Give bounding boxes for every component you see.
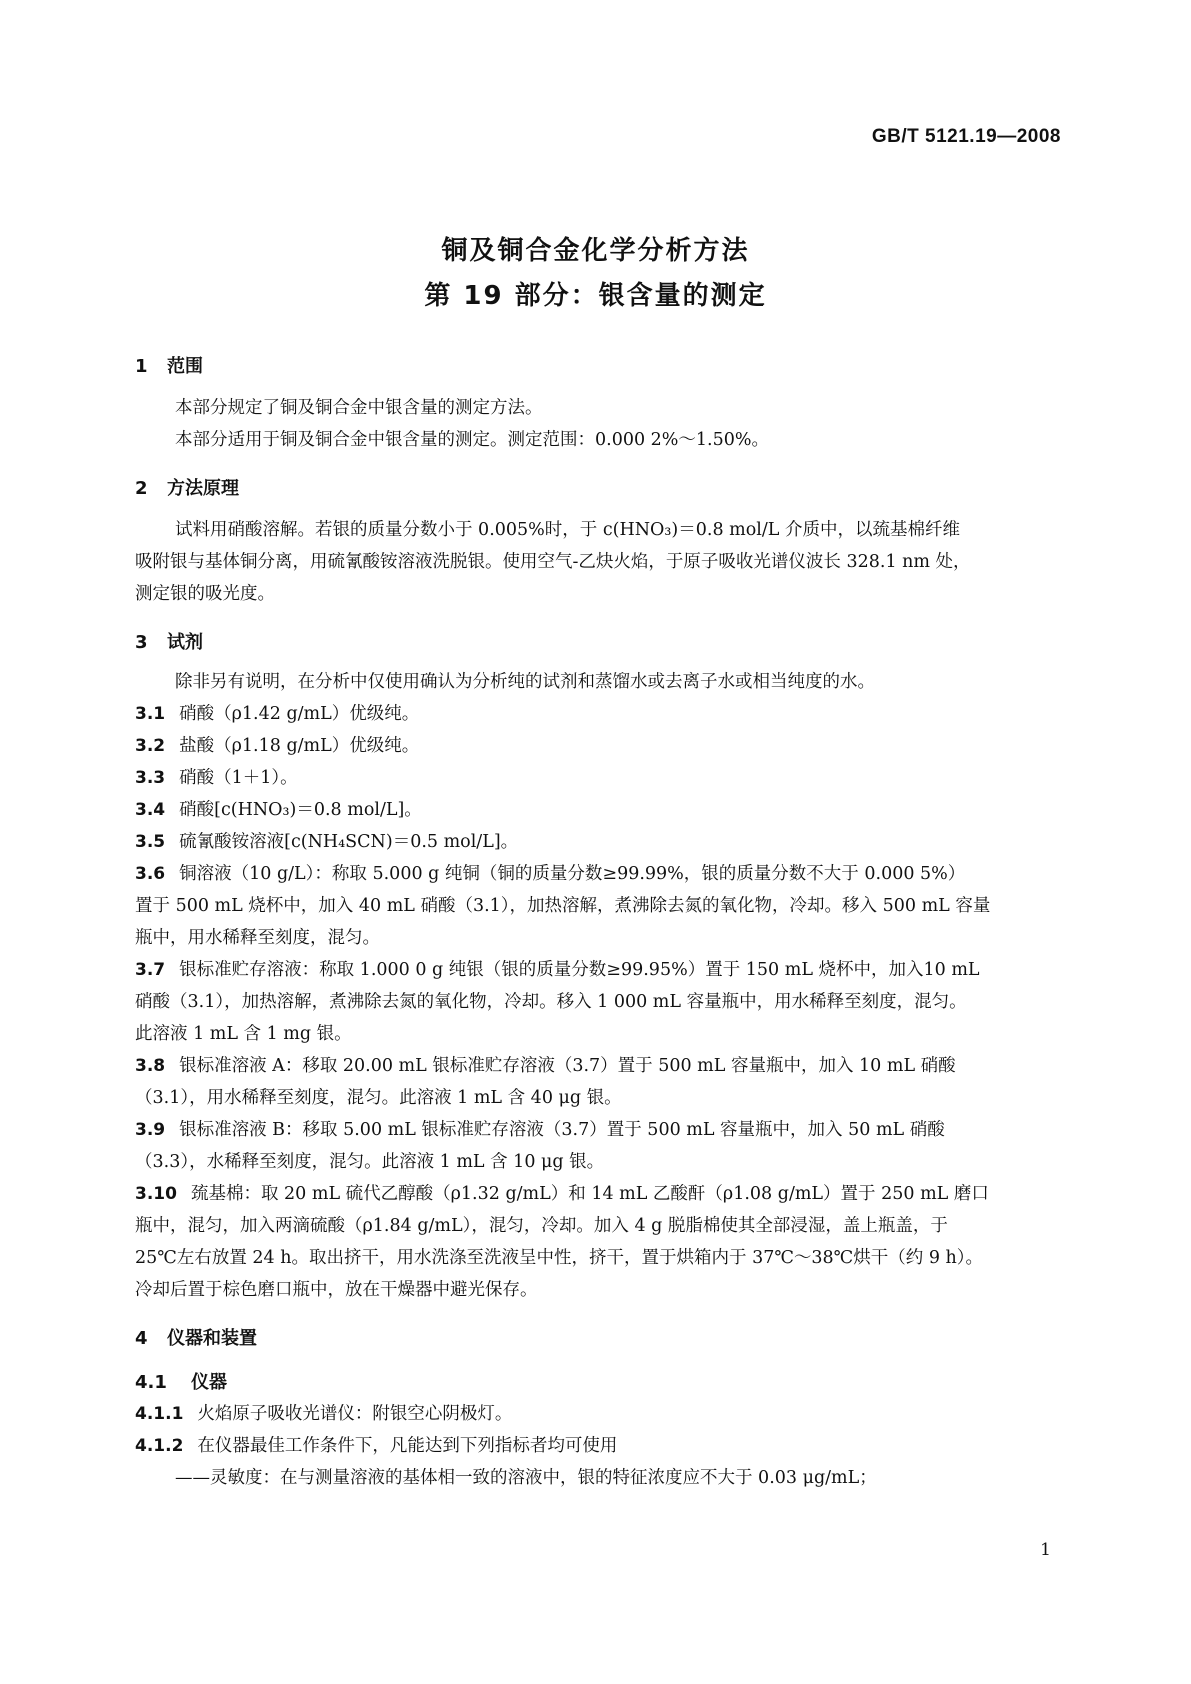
title-line-1: 铜及铜合金化学分析方法: [441, 236, 750, 266]
clause-3-3: [135, 762, 298, 794]
clause-number: 4.1.1: [135, 1404, 184, 1424]
clause-text: 铜溶液（10 g/L）：称取 5.000 g 纯铜（铜的质量分数≥99.99%，银的质量分数不大于 0.000 5%）: [179, 864, 966, 884]
paragraph-line: 试料用硝酸溶解。若银的质量分数小于 0.005%时，于 c(HNO₃)＝0.8 mol/L 介质中，以巯基棉纤维: [175, 520, 960, 540]
clause-text: 银标准贮存溶液：称取 1.000 0 g 纯银（银的质量分数≥99.95%）置于 150 mL 烧杯中，加入10 mL: [179, 960, 980, 980]
clause-line: 置于 500 mL 烧杯中，加入 40 mL 硝酸（3.1），加热溶解，煮沸除去氮的氧化物，冷却。移入 500 mL 容量: [135, 896, 991, 916]
clause-title: 仪器: [191, 1372, 227, 1393]
clause-line: 瓶中，用水稀释至刻度，混匀。: [135, 928, 380, 948]
section-title: 方法原理: [167, 478, 239, 499]
clause-3-5: [135, 826, 518, 858]
clause-number: 3.4: [135, 800, 166, 820]
clause-3-4: [135, 794, 422, 826]
title-line-2: 第 19 部分：银含量的测定: [424, 281, 767, 311]
clause-3-2: [135, 730, 419, 762]
clause-4-1-1: [135, 1398, 512, 1430]
clause-text: 银标准溶液 A：移取 20.00 mL 银标准贮存溶液（3.7）置于 500 mL 容量瓶中，加入 10 mL 硝酸: [179, 1056, 956, 1076]
clause-line: 25℃左右放置 24 h。取出挤干，用水洗涤至洗液呈中性，挤干，置于烘箱内于 37℃～38℃烘干（约 9 h）。: [135, 1248, 984, 1268]
dash-item: ——灵敏度：在与测量溶液的基体相一致的溶液中，银的特征浓度应不大于 0.03 μg/mL；: [175, 1468, 877, 1488]
clause-number: 3.6: [135, 864, 166, 884]
section-title: 范围: [167, 356, 203, 377]
paragraph-line: 测定银的吸光度。: [135, 584, 275, 604]
clause-number: 3.3: [135, 768, 166, 788]
clause-line: 瓶中，混匀，加入两滴硫酸（ρ1.84 g/mL），混匀，冷却。加入 4 g 脱脂棉使其全部浸湿，盖上瓶盖，于: [135, 1216, 948, 1236]
clause-number: 4.1: [135, 1372, 167, 1393]
clause-text: 硫氰酸铵溶液[c(NH₄SCN)＝0.5 mol/L]。: [179, 832, 519, 852]
clause-text: 银标准溶液 B：移取 5.00 mL 银标准贮存溶液（3.7）置于 500 mL 容量瓶中，加入 50 mL 硝酸: [179, 1120, 945, 1140]
clause-line: 硝酸（3.1），加热溶解，煮沸除去氮的氧化物，冷却。移入 1 000 mL 容量瓶中，用水稀释至刻度，混匀。: [135, 992, 967, 1012]
clause-3-1: [135, 698, 419, 730]
section-number: 1: [135, 356, 148, 377]
section-number: 3: [135, 632, 148, 653]
standard-code: GB/T 5121.19—2008: [871, 126, 1061, 147]
clause-number: 3.5: [135, 832, 166, 852]
clause-4-1: [135, 1368, 227, 1394]
clause-number: 3.2: [135, 736, 166, 756]
page-number: 1: [1040, 1540, 1051, 1560]
paragraph: 本部分规定了铜及铜合金中银含量的测定方法。: [175, 398, 543, 418]
section-number: 2: [135, 478, 148, 499]
clause-line: （3.1），用水稀释至刻度，混匀。此溶液 1 mL 含 40 μg 银。: [135, 1088, 622, 1108]
section-1-heading: [135, 352, 203, 378]
clause-text: 硝酸（1＋1）。: [179, 768, 298, 788]
paragraph-line: 吸附银与基体铜分离，用硫氰酸铵溶液洗脱银。使用空气-乙炔火焰，于原子吸收光谱仪波长 328.1 nm 处，: [135, 552, 971, 572]
clause-number: 3.7: [135, 960, 166, 980]
clause-number: 3.8: [135, 1056, 166, 1076]
section-3-heading: [135, 628, 203, 654]
clause-text: 火焰原子吸收光谱仪：附银空心阴极灯。: [197, 1404, 513, 1424]
paragraph: 除非另有说明，在分析中仅使用确认为分析纯的试剂和蒸馏水或去离子水或相当纯度的水。: [175, 672, 875, 692]
clause-text: 盐酸（ρ1.18 g/mL）优级纯。: [179, 736, 420, 756]
clause-text: 硝酸（ρ1.42 g/mL）优级纯。: [179, 704, 420, 724]
clause-number: 3.9: [135, 1120, 166, 1140]
clause-line: （3.3），水稀释至刻度，混匀。此溶液 1 mL 含 10 μg 银。: [135, 1152, 605, 1172]
clause-3-6: [135, 858, 965, 890]
clause-3-7: [135, 954, 980, 986]
section-title: 仪器和装置: [167, 1328, 257, 1349]
clause-text: 巯基棉：取 20 mL 硫代乙醇酸（ρ1.32 g/mL）和 14 mL 乙酸酐（ρ1.08 g/mL）置于 250 mL 磨口: [190, 1184, 989, 1204]
section-2-heading: [135, 474, 239, 500]
clause-4-1-2: [135, 1430, 617, 1462]
clause-text: 在仪器最佳工作条件下，凡能达到下列指标者均可使用: [197, 1436, 618, 1456]
section-4-heading: [135, 1324, 257, 1350]
clause-3-10: [135, 1178, 989, 1210]
clause-line: 冷却后置于棕色磨口瓶中，放在干燥器中避光保存。: [135, 1280, 538, 1300]
section-title: 试剂: [167, 632, 203, 653]
clause-text: 硝酸[c(HNO₃)＝0.8 mol/L]。: [179, 800, 422, 820]
section-number: 4: [135, 1328, 148, 1349]
clause-3-9: [135, 1114, 945, 1146]
clause-number: 3.10: [135, 1184, 177, 1204]
clause-number: 4.1.2: [135, 1436, 184, 1456]
clause-line: 此溶液 1 mL 含 1 mg 银。: [135, 1024, 352, 1044]
clause-3-8: [135, 1050, 956, 1082]
paragraph: 本部分适用于铜及铜合金中银含量的测定。测定范围：0.000 2%～1.50%。: [175, 430, 770, 450]
clause-number: 3.1: [135, 704, 166, 724]
